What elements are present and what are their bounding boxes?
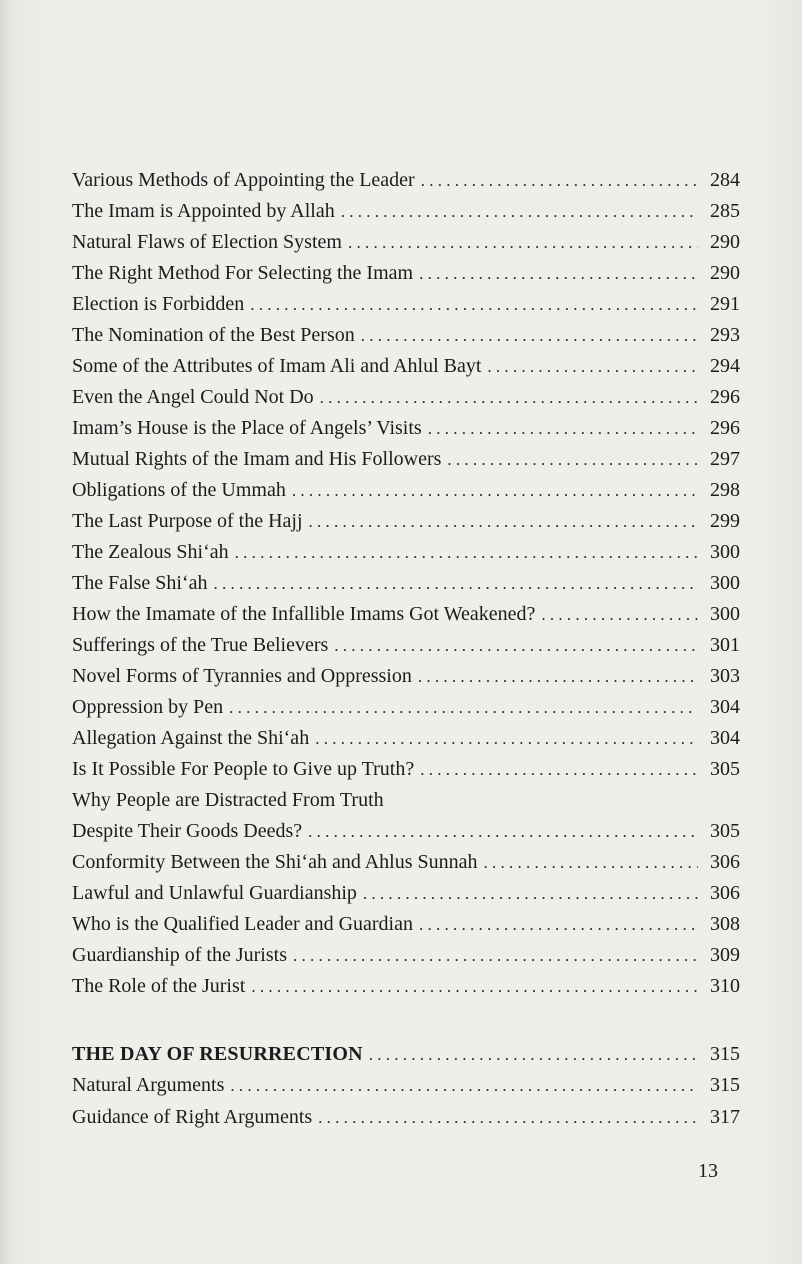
toc-entry-title: Guardianship of the Jurists [72, 944, 287, 966]
toc-entry-page: 309 [710, 944, 740, 966]
dot-leader [334, 630, 698, 661]
page-number: 13 [698, 1160, 718, 1182]
toc-entry [72, 909, 740, 940]
toc-entry [72, 475, 740, 506]
toc-entry-page: 291 [710, 293, 740, 315]
toc-entry-page: 284 [710, 169, 740, 191]
toc-entry [72, 878, 740, 909]
dot-leader [293, 940, 698, 971]
section-heading-title: THE DAY OF RESURRECTION [72, 1043, 363, 1065]
dot-leader [214, 568, 698, 599]
toc-entry-page: 310 [710, 975, 740, 997]
dot-leader [309, 506, 699, 537]
dot-leader [292, 475, 698, 506]
toc-entry [72, 196, 740, 227]
toc-entry [72, 847, 740, 878]
dot-leader [420, 754, 698, 785]
toc-entry-page: 294 [710, 355, 740, 377]
toc-entry-title: Even the Angel Could Not Do [72, 386, 314, 408]
dot-leader [541, 599, 698, 630]
toc-entry-page: 297 [710, 448, 740, 470]
toc-entry [72, 413, 740, 444]
dot-leader [369, 1039, 698, 1070]
toc-entry-title: Various Methods of Appointing the Leader [72, 169, 415, 191]
toc-entry [72, 816, 740, 847]
toc-entry [72, 754, 740, 785]
toc-entry [72, 320, 740, 351]
toc-entry-title: Is It Possible For People to Give up Truth? [72, 758, 415, 780]
section-heading-page: 315 [710, 1043, 740, 1065]
toc-entry-title: Election is Forbidden [72, 293, 245, 315]
toc-entry-title: Imam’s House is the Place of Angels’ Visits [72, 417, 422, 439]
toc-entry-page: 303 [710, 665, 740, 687]
dot-leader [361, 320, 698, 351]
toc-entry-page: 296 [710, 386, 740, 408]
toc-entry-page: 306 [710, 851, 740, 873]
dot-leader [320, 382, 698, 413]
dot-leader [418, 661, 698, 692]
toc-entry [72, 258, 740, 289]
toc-entry [72, 444, 740, 475]
toc-entry-title: Allegation Against the Shi‘ah [72, 727, 310, 749]
toc-entry-title: The False Shi‘ah [72, 572, 208, 594]
toc-entry [72, 537, 740, 568]
dot-leader [315, 723, 698, 754]
toc-entry [72, 599, 740, 630]
toc-entry-title: The Zealous Shi‘ah [72, 541, 229, 563]
toc-entry-title: Why People are Distracted From Truth [72, 789, 384, 811]
dot-leader [308, 816, 698, 847]
toc-entry [72, 723, 740, 754]
dot-leader [447, 444, 698, 475]
toc-entry-page: 290 [710, 231, 740, 253]
toc-entry [72, 227, 740, 258]
toc-entry [72, 1102, 740, 1133]
toc-entry-title: How the Imamate of the Infallible Imams Got Weakened? [72, 603, 536, 625]
dot-leader [235, 537, 698, 568]
toc-entry [72, 971, 740, 1002]
toc-entry [72, 568, 740, 599]
toc-entry-page: 300 [710, 541, 740, 563]
toc-entry-title: Guidance of Right Arguments [72, 1106, 313, 1128]
toc-entry-page: 285 [710, 200, 740, 222]
toc-entry [72, 382, 740, 413]
toc-entry-title: The Last Purpose of the Hajj [72, 510, 303, 532]
toc-entry-page: 299 [710, 510, 740, 532]
dot-leader [421, 165, 698, 196]
toc-entry-page: 315 [710, 1074, 740, 1096]
toc-entry [72, 351, 740, 382]
toc-entry-page: 308 [710, 913, 740, 935]
toc-entry [72, 1070, 740, 1101]
dot-leader [318, 1102, 698, 1133]
toc-entry-page: 304 [710, 727, 740, 749]
toc-entry-title: Despite Their Goods Deeds? [72, 820, 303, 842]
toc-entry-page: 304 [710, 696, 740, 718]
toc-entry [72, 165, 740, 196]
toc-entry-title: The Right Method For Selecting the Imam [72, 262, 414, 284]
toc-entry-page: 301 [710, 634, 740, 656]
dot-leader [363, 878, 698, 909]
dot-leader [230, 1070, 698, 1101]
toc-entry-title: The Role of the Jurist [72, 975, 246, 997]
toc-entry-page: 290 [710, 262, 740, 284]
dot-leader [250, 289, 698, 320]
toc-entry-page: 305 [710, 758, 740, 780]
toc-entry-title: The Imam is Appointed by Allah [72, 200, 335, 222]
toc-entry-first-line [72, 785, 740, 816]
dot-leader [419, 909, 698, 940]
toc-entry [72, 692, 740, 723]
toc-entry [72, 661, 740, 692]
toc-entry-title: Oppression by Pen [72, 696, 224, 718]
toc-entry-page: 305 [710, 820, 740, 842]
dot-leader [419, 258, 698, 289]
toc-entry-page: 296 [710, 417, 740, 439]
toc-entry-title: Lawful and Unlawful Guardianship [72, 882, 357, 904]
dot-leader [251, 971, 698, 1002]
toc-entry-title: Natural Arguments [72, 1074, 225, 1096]
toc-entry-title: Natural Flaws of Election System [72, 231, 342, 253]
toc-entry-page: 293 [710, 324, 740, 346]
toc-entry-page: 298 [710, 479, 740, 501]
toc-entry-title: Sufferings of the True Believers [72, 634, 329, 656]
toc-entry [72, 630, 740, 661]
toc-entry-title: Who is the Qualified Leader and Guardian [72, 913, 413, 935]
toc-entry-page: 317 [710, 1106, 740, 1128]
toc-entry-page: 300 [710, 572, 740, 594]
toc-entry-title: Conformity Between the Shi‘ah and Ahlus Sunnah [72, 851, 478, 873]
toc-entry-page: 306 [710, 882, 740, 904]
toc-entry [72, 289, 740, 320]
toc-entry-title: Novel Forms of Tyrannies and Oppression [72, 665, 412, 687]
dot-leader [348, 227, 698, 258]
toc-entry-title: The Nomination of the Best Person [72, 324, 355, 346]
dot-leader [428, 413, 698, 444]
toc-entry-title: Some of the Attributes of Imam Ali and Ahlul Bayt [72, 355, 482, 377]
dot-leader [341, 196, 698, 227]
toc-entry-page: 300 [710, 603, 740, 625]
dot-leader [487, 351, 698, 382]
toc-section-heading [72, 1039, 740, 1070]
toc-entry [72, 506, 740, 537]
toc-entry-title: Obligations of the Ummah [72, 479, 286, 501]
toc-entry [72, 940, 740, 971]
dot-leader [484, 847, 698, 878]
dot-leader [229, 692, 698, 723]
toc-entry-title: Mutual Rights of the Imam and His Followers [72, 448, 442, 470]
